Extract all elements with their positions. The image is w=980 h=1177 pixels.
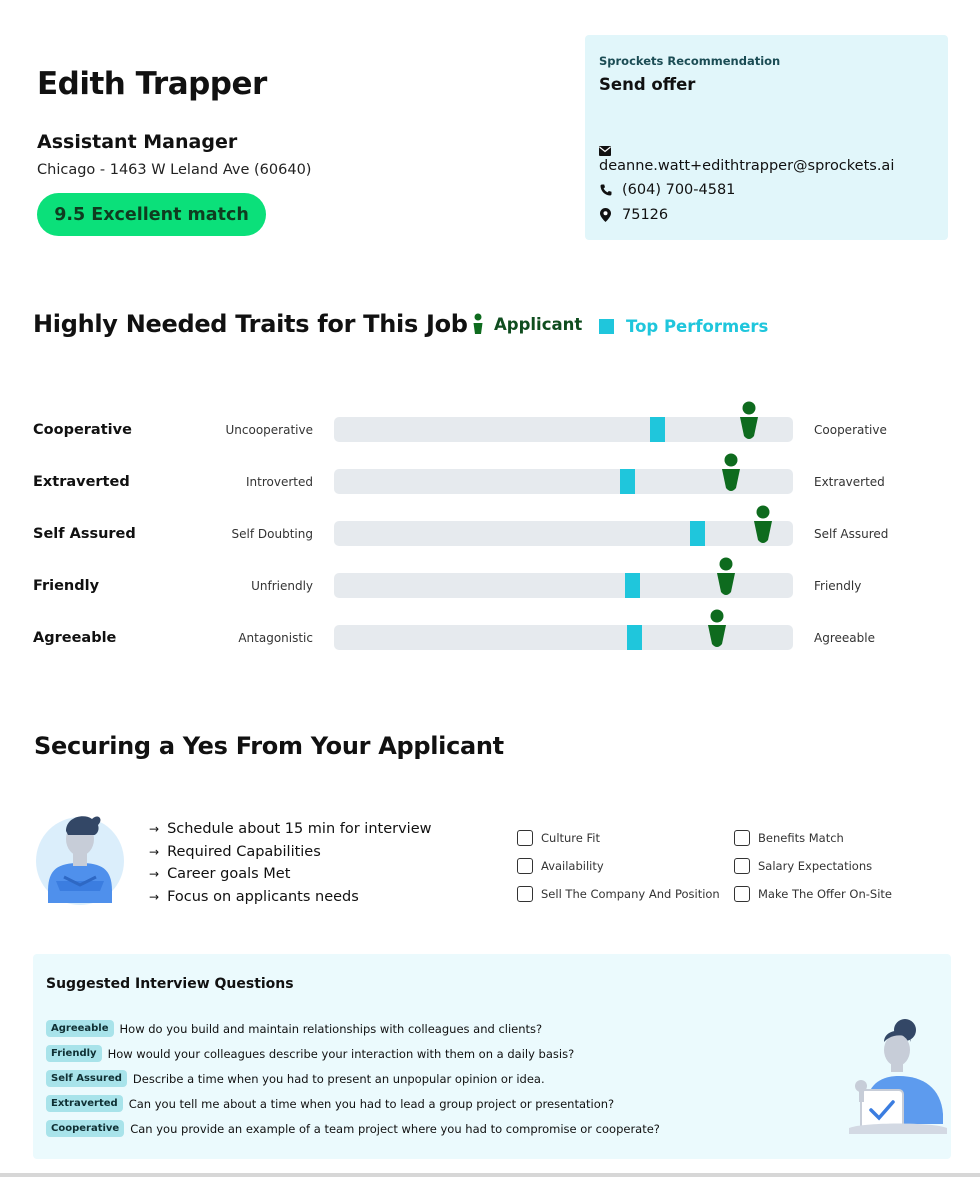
contact-email[interactable]: deanne.watt+edithtrapper@sprockets.ai xyxy=(599,158,895,174)
contact-phone[interactable]: (604) 700-4581 xyxy=(622,182,736,198)
trait-tag: Friendly xyxy=(46,1045,102,1062)
applicant-marker xyxy=(720,453,742,495)
trait-low-label: Introverted xyxy=(246,475,313,489)
checkbox[interactable] xyxy=(734,886,750,902)
checkbox[interactable] xyxy=(517,886,533,902)
arrow-right-icon: → xyxy=(149,867,160,882)
arrow-right-icon: → xyxy=(149,822,160,837)
question-text: Can you tell me about a time when you had to lead a group project or presentation? xyxy=(128,1096,615,1111)
question-text: How do you build and maintain relationships with colleagues and clients? xyxy=(119,1021,543,1036)
step-item: → Schedule about 15 min for interview xyxy=(149,821,432,838)
checklist-item-offer-onsite[interactable]: Make The Offer On-Site xyxy=(734,880,892,908)
trait-low-label: Antagonistic xyxy=(238,631,313,645)
applicant-marker xyxy=(706,609,728,651)
trait-bar xyxy=(334,521,793,546)
question-text: How would your colleagues describe your interaction with them on a daily basis? xyxy=(107,1046,575,1061)
trait-name: Agreeable xyxy=(33,630,117,646)
contact-zip: 75126 xyxy=(622,207,669,223)
match-score-badge: 9.5 Excellent match xyxy=(37,193,266,236)
question-text: Can you provide an example of a team project where you had to compromise or cooperate? xyxy=(130,1121,660,1136)
checkbox[interactable] xyxy=(517,858,533,874)
checklist-item-culture-fit[interactable]: Culture Fit xyxy=(517,824,720,852)
checklist-right xyxy=(734,824,892,908)
top-performer-marker xyxy=(650,417,665,442)
trait-high-label: Extraverted xyxy=(814,475,885,489)
trait-tag: Self Assured xyxy=(46,1070,127,1087)
page-bottom-border xyxy=(0,1173,980,1177)
questions-title: Suggested Interview Questions xyxy=(46,976,294,992)
trait-bar xyxy=(334,625,793,650)
top-performer-marker xyxy=(620,469,635,494)
checklist-item-availability[interactable]: Availability xyxy=(517,852,720,880)
trait-high-label: Cooperative xyxy=(814,423,887,437)
applicant-marker xyxy=(752,505,774,547)
top-performer-marker xyxy=(627,625,642,650)
trait-tag: Cooperative xyxy=(46,1120,124,1137)
trait-high-label: Friendly xyxy=(814,579,862,593)
trait-bar xyxy=(334,469,793,494)
phone-icon xyxy=(599,184,612,197)
trait-name: Self Assured xyxy=(33,526,136,542)
applicant-avatar-illustration xyxy=(34,805,126,905)
arrow-right-icon: → xyxy=(149,889,160,904)
interview-steps xyxy=(149,818,431,908)
checkbox[interactable] xyxy=(734,858,750,874)
question-row xyxy=(46,1045,574,1062)
step-item: → Required Capabilities xyxy=(149,843,321,860)
trait-low-label: Self Doubting xyxy=(231,527,313,541)
checklist-item-salary[interactable]: Salary Expectations xyxy=(734,852,892,880)
trait-high-label: Self Assured xyxy=(814,527,889,541)
question-row xyxy=(46,1020,542,1037)
trait-name: Extraverted xyxy=(33,474,130,490)
applicant-person-icon xyxy=(472,313,484,335)
interviewer-illustration xyxy=(843,1014,953,1139)
trait-high-label: Agreeable xyxy=(814,631,875,645)
legend-applicant-label: Applicant xyxy=(494,314,583,334)
job-title: Assistant Manager xyxy=(37,131,238,153)
trait-low-label: Unfriendly xyxy=(251,579,313,593)
legend-top-performers xyxy=(599,317,768,336)
checklist-item-sell-company[interactable]: Sell The Company And Position xyxy=(517,880,720,908)
applicant-marker xyxy=(715,557,737,599)
trait-tag: Agreeable xyxy=(46,1020,114,1037)
checkbox[interactable] xyxy=(734,830,750,846)
legend-applicant xyxy=(472,313,582,335)
top-performer-square-icon xyxy=(599,319,614,334)
checklist-item-benefits[interactable]: Benefits Match xyxy=(734,824,892,852)
recommendation-value: Send offer xyxy=(599,75,696,94)
recommendation-card xyxy=(585,35,948,240)
arrow-right-icon: → xyxy=(149,844,160,859)
contact-zip-row xyxy=(599,207,668,223)
securing-section-title: Securing a Yes From Your Applicant xyxy=(34,732,504,760)
trait-name: Cooperative xyxy=(33,422,132,438)
trait-name: Friendly xyxy=(33,578,100,594)
traits-section-title: Highly Needed Traits for This Job xyxy=(33,310,468,338)
step-item: → Focus on applicants needs xyxy=(149,888,359,905)
checkbox[interactable] xyxy=(517,830,533,846)
job-location: Chicago - 1463 W Leland Ave (60640) xyxy=(37,162,312,178)
question-row xyxy=(46,1120,660,1137)
trait-tag: Extraverted xyxy=(46,1095,123,1112)
legend-top-label: Top Performers xyxy=(626,317,769,336)
trait-bar xyxy=(334,417,793,442)
question-row xyxy=(46,1095,614,1112)
trait-low-label: Uncooperative xyxy=(225,423,313,437)
interview-questions-card xyxy=(33,954,951,1159)
trait-bar xyxy=(334,573,793,598)
recommendation-label: Sprockets Recommendation xyxy=(599,54,781,68)
question-text: Describe a time when you had to present an unpopular opinion or idea. xyxy=(132,1071,545,1086)
applicant-marker xyxy=(738,401,760,443)
top-performer-marker xyxy=(625,573,640,598)
contact-phone-row xyxy=(599,182,735,198)
checklist-left xyxy=(517,824,720,908)
question-row xyxy=(46,1070,545,1087)
candidate-name: Edith Trapper xyxy=(37,66,267,102)
map-pin-icon xyxy=(599,209,612,222)
top-performer-marker xyxy=(690,521,705,546)
step-item: → Career goals Met xyxy=(149,866,291,883)
